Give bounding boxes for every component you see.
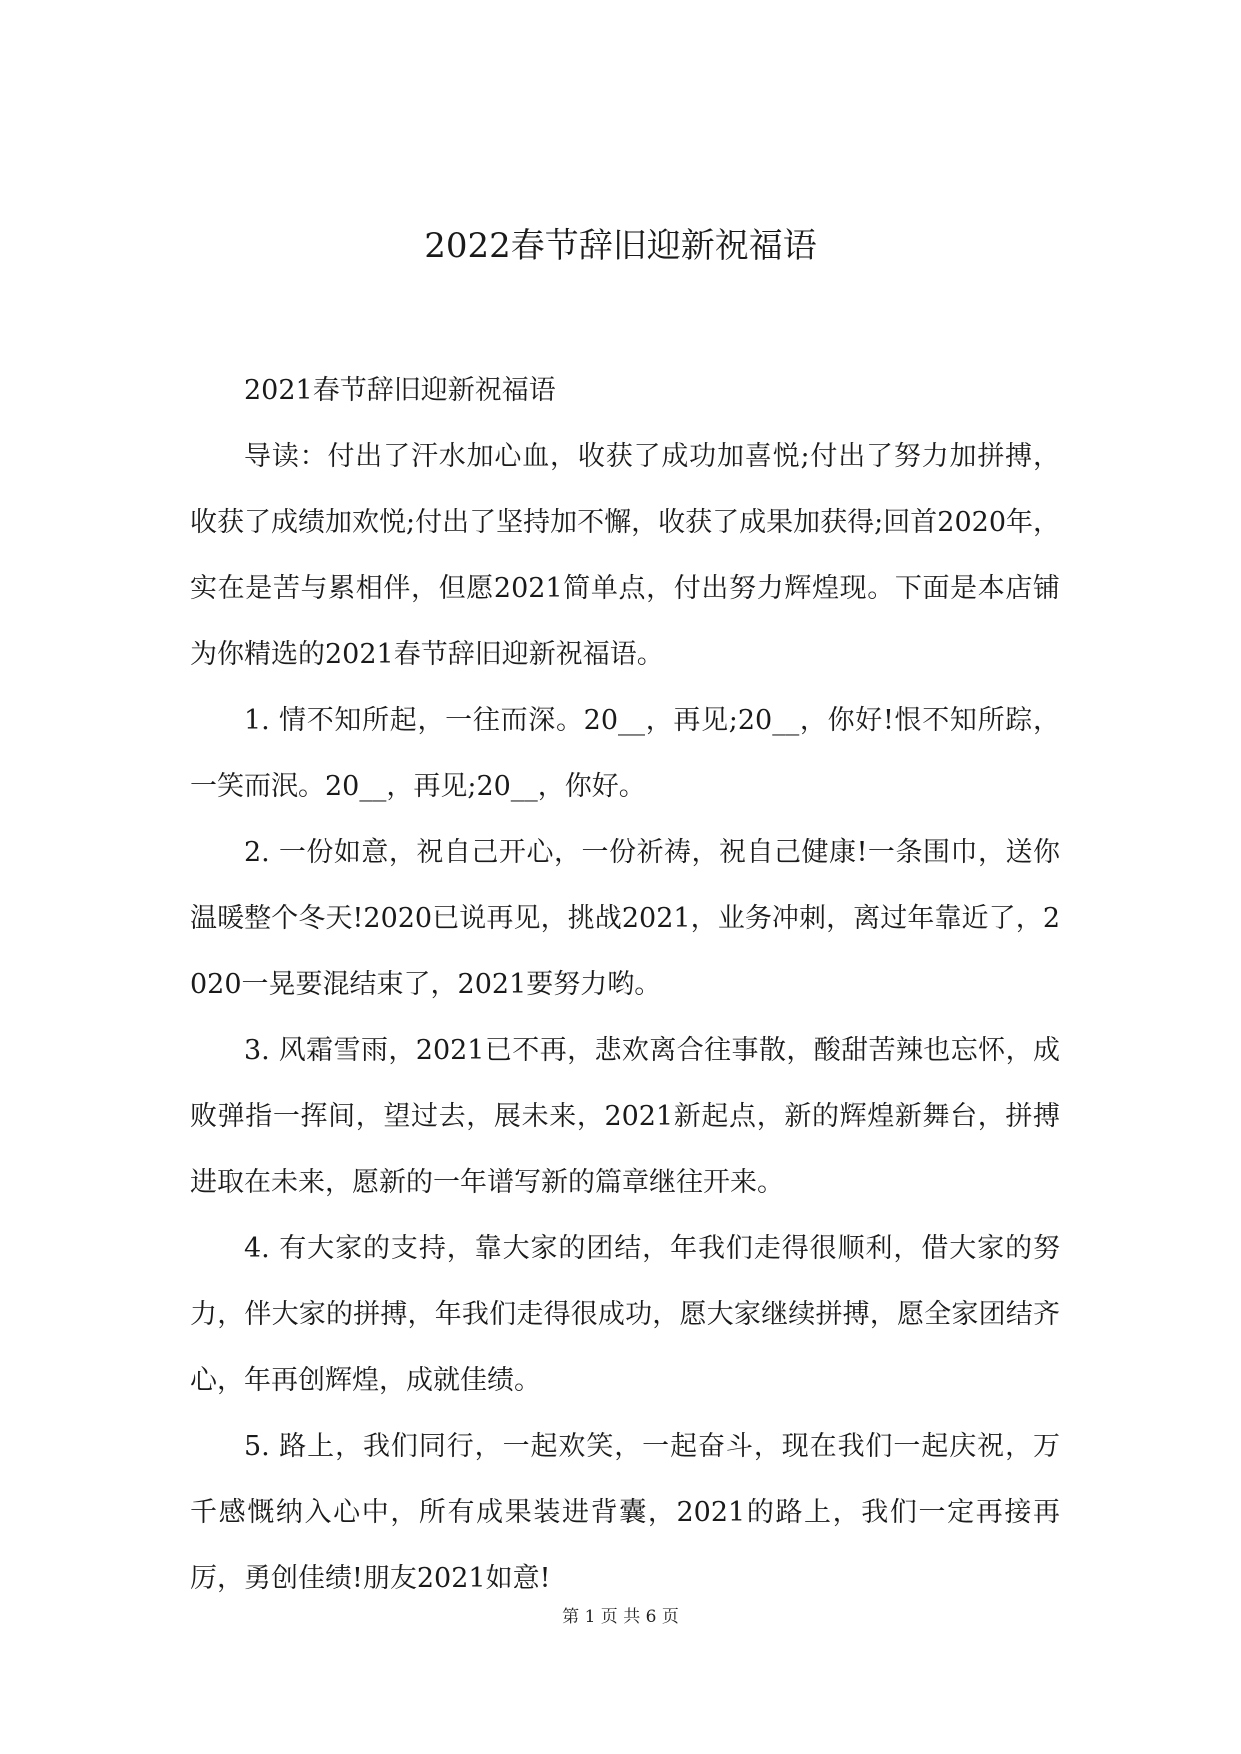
paragraph-item-3: 3. 风霜雪雨，2021已不再，悲欢离合往事散，酸甜苦辣也忘怀，成败弹指一挥间，望过去，展未来，2021新起点，新的辉煌新舞台，拼搏进取在未来，愿新的一年谱写新的篇章继往开来。: [190, 1035, 1060, 1198]
paragraph-item-2: 2. 一份如意，祝自己开心，一份祈祷，祝自己健康!一条围巾，送你温暖整个冬天!2020已说再见，挑战2021，业务冲刺，离过年靠近了，2020一晃要混结束了，2021要努力哟。: [190, 837, 1060, 1000]
document-title: 2022春节辞旧迎新祝福语: [424, 226, 817, 266]
page-number-footer: 第 1 页 共 6 页: [562, 1607, 679, 1627]
paragraph-item-5: 5. 路上，我们同行，一起欢笑，一起奋斗，现在我们一起庆祝，万千感慨纳入心中，所有成果装进背囊，2021的路上，我们一定再接再厉，勇创佳绩!朋友2021如意!: [190, 1431, 1060, 1594]
paragraph-item-4: 4. 有大家的支持，靠大家的团结，年我们走得很顺利，借大家的努力，伴大家的拼搏，年我们走得很成功，愿大家继续拼搏，愿全家团结齐心，年再创辉煌，成就佳绩。: [190, 1233, 1060, 1396]
paragraph-item-1: 1. 情不知所起，一往而深。20__，再见;20__，你好!恨不知所踪，一笑而泯。20__，再见;20__，你好。: [190, 705, 1060, 802]
paragraph-subtitle: 2021春节辞旧迎新祝福语: [244, 375, 556, 406]
document-body: [190, 358, 1060, 1612]
paragraph-intro: 导读：付出了汗水加心血，收获了成功加喜悦;付出了努力加拼搏，收获了成绩加欢悦;付出了坚持加不懈，收获了成果加获得;回首2020年，实在是苦与累相伴，但愿2021简单点，付出努力辉煌现。下面是本店铺为你精选的2021春节辞旧迎新祝福语。: [190, 441, 1060, 670]
